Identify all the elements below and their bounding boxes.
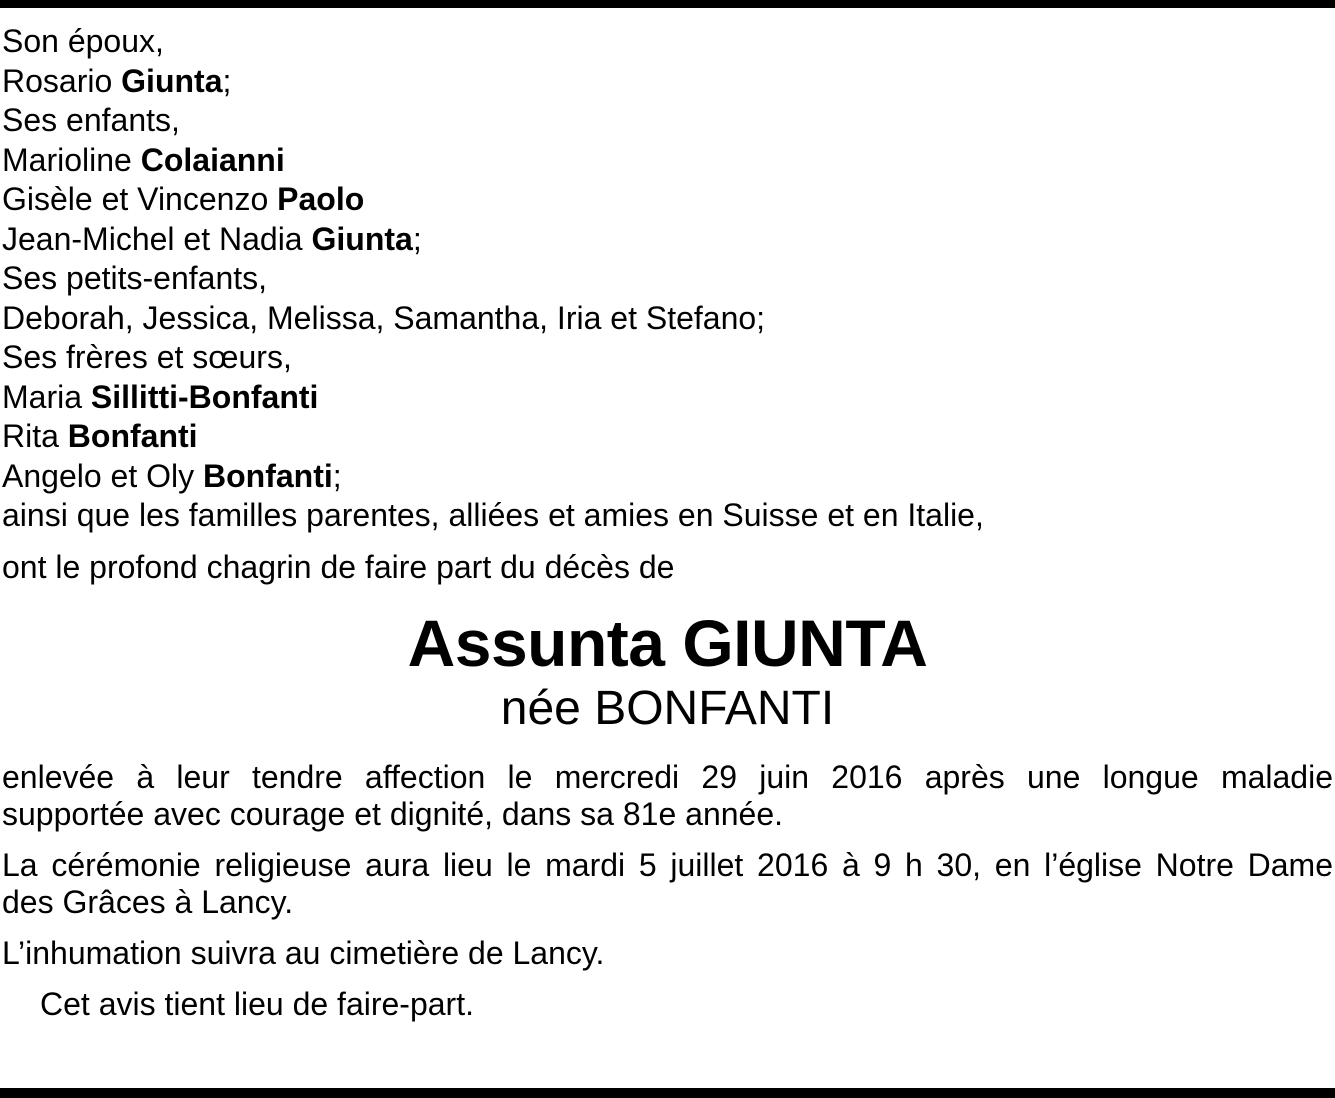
- child-surname: Paolo: [277, 181, 365, 217]
- deceased-block: [2, 605, 1333, 737]
- siblings-heading: Ses frères et sœurs,: [2, 339, 292, 375]
- ceremony-paragraph: [2, 847, 1333, 921]
- child-line: Marioline Colaianni: [2, 141, 285, 178]
- maiden-name: née BONFANTI: [500, 682, 835, 735]
- spouse-line: Rosario Giunta;: [2, 62, 232, 99]
- burial-paragraph: [2, 935, 1333, 972]
- obituary-notice: [2, 22, 1333, 1023]
- sibling-surname: Sillitti-Bonfanti: [90, 378, 319, 415]
- top-rule: [0, 0, 1335, 8]
- bottom-rule: [0, 1088, 1335, 1098]
- ceremony-line: La cérémonie religieuse aura lieu le mardi 5 juillet 2016 à 9 h 30, en l’église Notre Dame: [2, 847, 1333, 883]
- death-line: enlevée à leur tendre affection le mercredi 29 juin 2016 après une longue maladie: [2, 759, 1333, 795]
- child-line: Gisèle et Vincenzo Paolo: [2, 181, 365, 217]
- extended-family-line: ainsi que les familles parentes, alliées et amies en Suisse et en Italie,: [2, 497, 984, 533]
- burial-line: L’inhumation suivra au cimetière de Lancy.: [2, 935, 605, 971]
- deceased-name: Assunta GIUNTA: [407, 606, 928, 680]
- grandchildren-line: Deborah, Jessica, Melissa, Samantha, Iria et Stefano;: [2, 299, 766, 336]
- ceremony-line: des Grâces à Lancy.: [2, 884, 294, 920]
- child-line: Jean-Michel et Nadia Giunta;: [2, 220, 422, 257]
- sibling-line: Maria Sillitti-Bonfanti: [2, 378, 319, 415]
- sibling-surname: Bonfanti: [203, 457, 333, 494]
- announcement-intro: ont le profond chagrin de faire part du décès de: [2, 548, 675, 585]
- child-surname: Giunta: [311, 220, 413, 257]
- sibling-line: Rita Bonfanti: [2, 418, 198, 454]
- sibling-surname: Bonfanti: [67, 418, 198, 454]
- grandchildren-heading: Ses petits-enfants,: [2, 260, 268, 296]
- spouse-heading: Son époux,: [2, 23, 164, 59]
- closing-notice: Cet avis tient lieu de faire-part.: [40, 986, 474, 1022]
- death-paragraph: [2, 759, 1333, 833]
- sibling-line: Angelo et Oly Bonfanti;: [2, 457, 342, 494]
- child-surname: Colaianni: [140, 141, 285, 178]
- death-line: supportée avec courage et dignité, dans sa 81e année.: [2, 796, 784, 832]
- children-heading: Ses enfants,: [2, 102, 180, 138]
- spouse-surname: Giunta: [121, 62, 223, 99]
